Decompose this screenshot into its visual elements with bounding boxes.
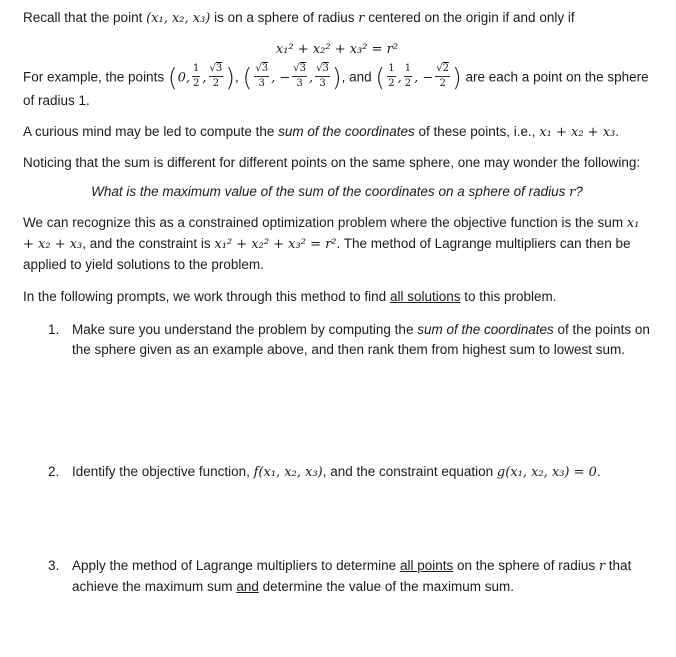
list-item: [48, 320, 651, 360]
list-item-text: Apply the method of Lagrange multipliers to determine all points on the sphere of radius r that achieve the maximum sum and determine the value of the maximum sum.: [72, 558, 632, 594]
fraction: $\frac{1}{2}$: [193, 63, 200, 89]
fraction: $\frac{√3}{2}$: [209, 63, 223, 89]
example-points-paragraph: For example, the points (0, $\frac{1}{2}$ , $\frac{√3}{2}$ ), ( $\frac{√3}{3}$ , − $\frac{√3}{3}$ , $\frac{√3}{3}$ ), and ( $\frac{1}{2}$ , $\frac{1}{2}$ , − $\frac{√2}{2}$ ) are each a point on the sphere of radius 1.: [23, 62, 649, 108]
fraction: $\frac{√3}{3}$: [255, 63, 269, 89]
fraction: $\frac{1}{2}$: [388, 63, 395, 89]
big-paren: (: [375, 62, 386, 92]
big-paren: ): [452, 62, 462, 92]
big-paren: (: [242, 62, 253, 92]
constrained-optimization-paragraph: We can recognize this as a constrained optimization problem where the objective function is the sum x₁ + x₂ + x₃, and the constraint is x₁² + x₂² + x₃² = r². The method of Lagrange multipliers can then be applied to yield solutions to the problem.: [23, 215, 640, 272]
sum-of-coordinates-paragraph: A curious mind may be led to compute the sum of the coordinates of these points, i.e., x₁ + x₂ + x₃.: [23, 124, 620, 140]
big-paren: ): [331, 62, 342, 92]
fraction: $\frac{√2}{2}$: [436, 63, 449, 89]
list-item-number: 1.: [48, 322, 60, 337]
fraction: $\frac{√3}{3}$: [316, 63, 329, 89]
list-item-text: Identify the objective function, f(x₁, x₂, x₃), and the constraint equation g(x₁, x₂, x₃) = 0.: [72, 464, 601, 480]
list-item-text: Make sure you understand the problem by computing the sum of the coordinates of the points on the sphere given as an example above, and then rank them from highest sum to lowest sum.: [72, 322, 650, 357]
list-item: [48, 462, 651, 483]
sphere-equation: x₁² + x₂² + x₃² = r²: [275, 42, 399, 57]
intro-paragraph: Recall that the point (x₁, x₂, x₃) is on a sphere of radius r centered on the origin if and only if: [23, 10, 575, 26]
list-item: [48, 556, 651, 597]
fraction: $\frac{1}{2}$: [404, 63, 412, 89]
big-paren: ): [225, 62, 236, 92]
fraction: $\frac{√3}{3}$: [293, 63, 306, 89]
list-item-number: 2.: [48, 464, 60, 479]
list-item-number: 3.: [48, 558, 60, 573]
prompt-list: [23, 320, 651, 597]
central-question: What is the maximum value of the sum of the coordinates on a sphere of radius r?: [91, 184, 583, 200]
prompts-intro-paragraph: In the following prompts, we work through this method to find all solutions to this problem.: [23, 289, 557, 304]
noticing-paragraph: Noticing that the sum is different for different points on the same sphere, one may wonder the following:: [23, 155, 641, 170]
big-paren: (: [167, 62, 178, 92]
